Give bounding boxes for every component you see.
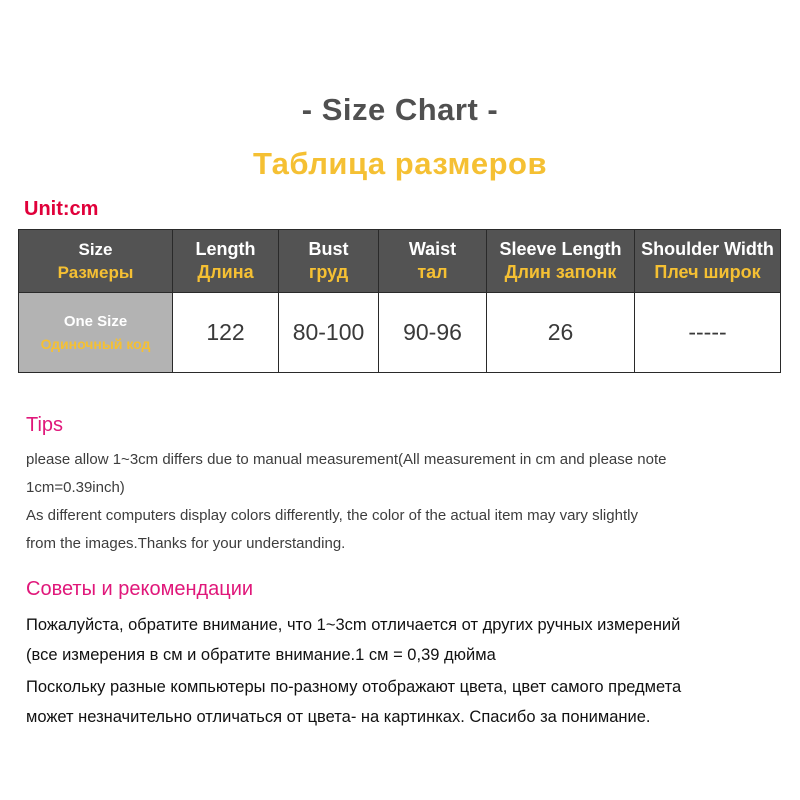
column-header-shoulder-width (635, 230, 781, 293)
column-header-label-en: Bust (308, 239, 349, 259)
table-header-row (19, 230, 781, 293)
cell-shoulder-width: ----- (635, 293, 781, 373)
tips-line: 1cm=0.39inch) (26, 479, 125, 496)
column-header-label-en: Size (78, 240, 113, 259)
column-header-label-en: Waist (408, 239, 457, 259)
cell-bust: 80-100 (279, 293, 379, 373)
column-header-label-en: Shoulder Width (641, 239, 774, 259)
tips-heading: Tips (26, 414, 64, 436)
column-header-size (19, 230, 173, 293)
page-title: - Size Chart - (301, 92, 499, 127)
tips-line: As different computers display colors differently, the color of the actual item may vary slightly (26, 507, 638, 524)
column-header-label-ru: Плеч широк (654, 262, 761, 282)
tips-ru-line: (все измерения в см и обратите внимание.1 см = 0,39 дюйма (26, 646, 496, 664)
tips-line: please allow 1~3cm differs due to manual measurement(All measurement in cm and please note (26, 451, 667, 468)
row-size-label-en: One Size (63, 312, 128, 330)
cell-length: 122 (173, 293, 279, 373)
column-header-label-ru: Размеры (57, 263, 134, 282)
unit-label: Unit:cm (24, 198, 99, 220)
size-table (18, 229, 781, 373)
tips-ru-heading: Советы и рекомендации (26, 578, 254, 600)
column-header-waist (379, 230, 487, 293)
cell-sleeve-length: 26 (487, 293, 635, 373)
column-header-label-ru: Длин запонк (504, 262, 617, 282)
column-header-label-en: Sleeve Length (499, 239, 622, 259)
row-header-size (19, 293, 173, 373)
tips-ru-line: Пожалуйста, обратите внимание, что 1~3cm отличается от других ручных измерений (26, 616, 681, 634)
column-header-bust (279, 230, 379, 293)
tips-ru-line: может незначительно отличаться от цвета- на картинках. Спасибо за понимание. (26, 708, 651, 726)
tips-ru-line: Поскольку разные компьютеры по-разному отображают цвета, цвет самого предмета (26, 678, 682, 696)
column-header-label-ru: груд (308, 262, 349, 282)
column-header-sleeve-length (487, 230, 635, 293)
page-subtitle: Таблица размеров (252, 146, 548, 181)
cell-waist: 90-96 (379, 293, 487, 373)
tips-line: from the images.Thanks for your understanding. (26, 535, 346, 552)
column-header-length (173, 230, 279, 293)
column-header-label-ru: Длина (197, 262, 254, 282)
column-header-label-en: Length (195, 239, 256, 259)
row-size-label-ru: Одиночный код (40, 335, 151, 352)
table-row (19, 293, 781, 373)
column-header-label-ru: тал (417, 262, 448, 282)
